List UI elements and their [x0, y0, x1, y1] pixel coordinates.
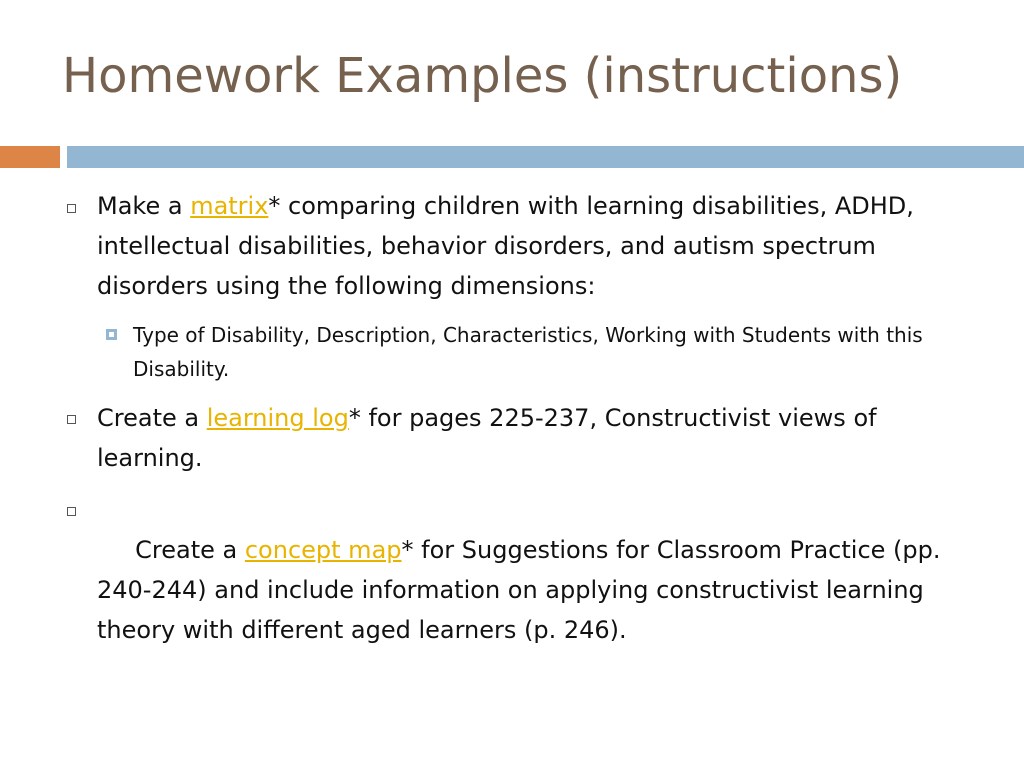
bullet-text-suffix: * for pages 225-237, Constructivist views of learning. — [97, 404, 877, 472]
square-bullet-icon — [67, 204, 76, 213]
bullet-text-prefix: Create a — [127, 536, 245, 564]
matrix-link[interactable]: matrix — [190, 192, 269, 220]
sub-bullet-dimensions: Type of Disability, Description, Characteristics, Working with Students with this Disability. — [133, 323, 923, 381]
bullet-text-prefix: Make a — [97, 192, 191, 220]
bullet-learning-log — [97, 398, 967, 478]
bullet-text-suffix: * comparing children with learning disabilities, ADHD, intellectual disabilities, behavior disorders, and autism spectrum disorders using the following dimensions: — [97, 192, 914, 300]
slide-title: Homework Examples (instructions) — [62, 48, 903, 104]
square-bullet-icon — [67, 415, 76, 424]
bullet-concept-map — [97, 490, 967, 690]
square-bullet-icon — [67, 507, 76, 516]
bullet-matrix — [97, 186, 967, 306]
bullet-text-prefix: Create a — [97, 404, 207, 432]
sub-bullet-icon — [106, 329, 117, 340]
concept-map-link[interactable]: concept map — [244, 536, 402, 564]
learning-log-link[interactable]: learning log — [206, 404, 349, 432]
bullet-text-suffix: * for Suggestions for Classroom Practice (pp. 240-244) and include information on applying constructivist learning theory with different aged learners (p. 246). — [97, 536, 949, 644]
